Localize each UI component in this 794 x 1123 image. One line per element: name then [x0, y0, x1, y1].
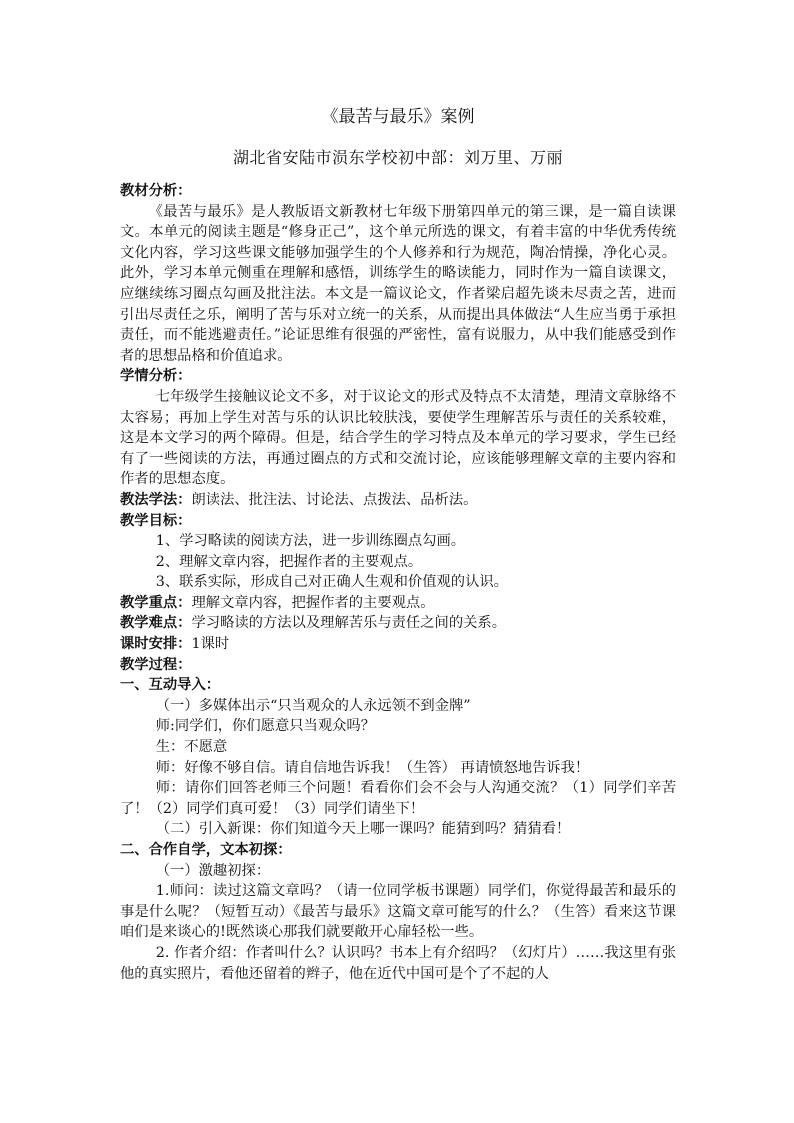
methods-line	[120, 490, 676, 511]
key-point-text: 理解文章内容，把握作者的主要观点。	[191, 594, 435, 611]
goal-item: 1、学习略读的阅读方法，进一步训练圈点勾画。	[155, 533, 466, 550]
methods-heading: 教法学法：	[120, 491, 192, 508]
section2-heading: 二、合作自学，文本初探：	[120, 842, 292, 858]
textbook-paragraph: 《最苦与最乐》是人教版语文新教材七年级下册第四单元的第三课，是一篇自读课文。本单元的阅读主题是“修身正己”，这个单元所选的课文，有着丰富的中华优秀传统文化内容，学习这些课文能够加强学生的个人修养和行为规范，陶冶情操，净化心灵。此外，学习本单元侧重在理解和感悟，训练学生的略读能力，同时作为一篇自读课文，应继续练习圈点勾画及批注法。本文是一篇议论文，作者梁启超先谈未尽责之苦，进而引出尽责任之乐，阐明了苦与乐对立统一的关系，从而提出具体做法“人生应当勇于承担责任，而不能逃避责任。”论证思维有很强的严密性，富有说服力，从中我们能感受到作者的思想品格和价值追求。	[120, 203, 676, 364]
section2-paragraph: 2. 作者介绍：作者叫什么？认识吗？书本上有介绍吗？（幻灯片）……我这里有张他的真实照片，看他还留着的辫子，他在近代中国可是个了不起的人	[120, 944, 676, 982]
key-point-heading: 教学重点：	[120, 594, 192, 611]
schedule-line	[120, 634, 676, 655]
difficulty-heading: 教学难点：	[120, 615, 192, 632]
students-paragraph: 七年级学生接触议论文不多，对于议论文的形式及特点不太清楚，理清文章脉络不太容易；再加上学生对苦与乐的认识比较肤浅，要使学生理解苦乐与责任的关系较难，这是本文学习的两个障碍。但是，结合学生的学习特点及本单元的学习要求，学生已经有了一些阅读的方法，再通过圈点的方式和交流讨论，应该能够理解文章的主要内容和作者的思想态度。	[120, 388, 676, 488]
goal-item: 2、理解文章内容，把握作者的主要观点。	[155, 553, 423, 570]
section2-paragraph: 1.师问：读过这篇文章吗？（请一位同学板书课题）同学们，你觉得最苦和最乐的事是什么呢？（短暂互动）《最苦与最乐》这篇文章可能写的什么？（生答）看来这节课咱们是来谈心的!既然谈心那我们就要敞开心扉轻松一些。	[120, 883, 676, 941]
document-body	[120, 181, 676, 984]
section1-line: 师：好像不够自信。请自信地告诉我！（生答） 再请愤怒地告诉我！	[155, 759, 590, 776]
difficulty-line	[120, 613, 676, 634]
process-heading: 教学过程：	[120, 656, 192, 673]
section1-line: 师：请你们回答老师三个问题！看看你们会不会与人沟通交流？（1）同学们辛苦了！（2）同学们真可爱！（3）同学们请坐下！	[120, 780, 676, 817]
section1-line: 生：不愿意	[155, 739, 228, 756]
schedule-text: 1课时	[191, 636, 230, 653]
author-line: 湖北省安陆市涢东学校初中部：刘万里、万丽	[232, 148, 563, 167]
document-title: 《最苦与最乐》案例	[321, 107, 475, 127]
section1-line: （二）引入新课：你们知道今天上哪一课吗？能猜到吗？猜猜看！	[155, 821, 571, 838]
key-point-line	[120, 593, 676, 614]
section2-subheading: （一）激趣初探：	[155, 862, 271, 879]
section1-line: 师:同学们，你们愿意只当观众吗？	[155, 718, 376, 735]
textbook-heading: 教材分析：	[120, 183, 192, 199]
methods-text: 朗读法、批注法、讨论法、点拨法、品析法。	[191, 491, 478, 508]
section1-line: （一）多媒体出示“只当观众的人永远领不到金牌”	[155, 697, 471, 714]
goal-item: 3、联系实际，形成自己对正确人生观和价值观的认识。	[155, 574, 508, 591]
goals-heading: 教学目标：	[120, 512, 192, 529]
difficulty-text: 学习略读的方法以及理解苦乐与责任之间的关系。	[191, 615, 507, 632]
schedule-heading: 课时安排：	[120, 636, 192, 653]
section1-heading: 一、互动导入：	[120, 677, 221, 694]
students-heading: 学情分析：	[120, 368, 192, 385]
